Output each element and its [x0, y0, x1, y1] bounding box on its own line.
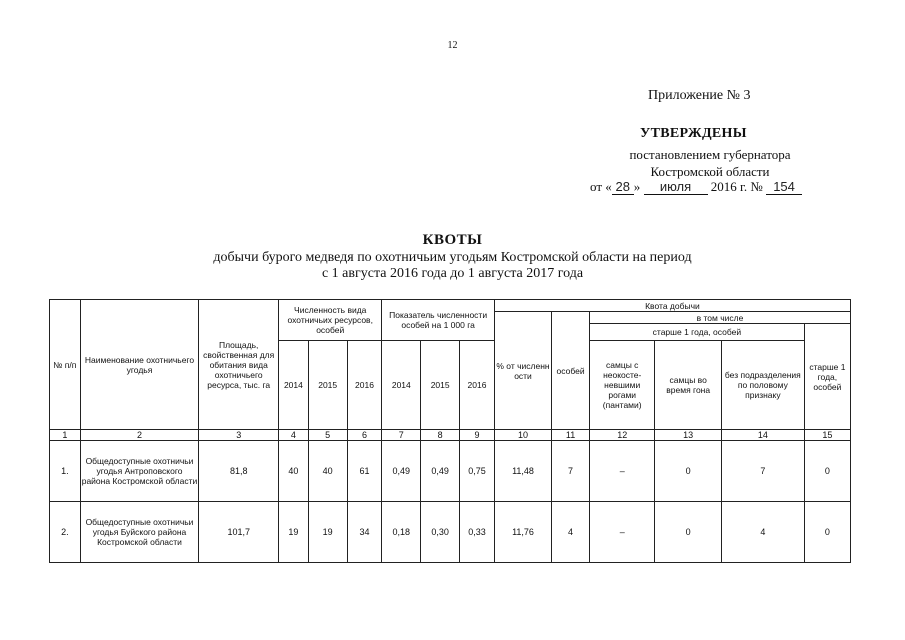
approved-line-1: постановлением губернатора [629, 147, 791, 162]
header-pop-year: 2014 [279, 341, 309, 430]
column-number: 7 [382, 430, 421, 441]
column-number: 12 [589, 430, 654, 441]
header-den-year: 2016 [460, 341, 495, 430]
column-number: 5 [308, 430, 347, 441]
column-number: 3 [199, 430, 279, 441]
header-area: Площадь, свойственная для обитания вида охотничьего ресурса, тыс. га [199, 300, 279, 430]
row-pct: 11,76 [494, 502, 551, 563]
header-males-rut: самцы во время гона [655, 341, 721, 430]
header-density: Показатель численности особей на 1 000 га [382, 300, 494, 341]
quota-table [49, 299, 851, 563]
row-den-2014: 0,18 [382, 502, 421, 563]
header-row-1 [50, 300, 851, 312]
header-individuals: особей [552, 312, 590, 430]
column-number: 10 [494, 430, 551, 441]
row-pop-2016: 61 [347, 441, 382, 502]
header-older-1: старше 1 года, особей [589, 324, 804, 341]
header-den-year: 2015 [421, 341, 460, 430]
row-area: 81,8 [199, 441, 279, 502]
header-older-1-short: старше 1 года, особей [804, 324, 850, 430]
header-den-year: 2014 [382, 341, 421, 430]
column-number-row [50, 430, 851, 441]
subtitle-line-2: с 1 августа 2016 года до 1 августа 2017 года [321, 266, 584, 281]
row-pop-2014: 40 [279, 441, 309, 502]
row-pop-2015: 40 [308, 441, 347, 502]
row-den-2014: 0,49 [382, 441, 421, 502]
header-males-antlers: самцы с неокосте-невшими рогами (пантами) [589, 341, 654, 430]
header-quota: Квота добычи [494, 300, 850, 312]
document-subtitle [0, 250, 905, 282]
header-including: в том числе [589, 312, 850, 324]
decree-year: 2016 г. № [710, 179, 763, 194]
row-num: 2. [50, 502, 81, 563]
subtitle-line-1: добычи бурого медведя по охотничьим угодьям Костромской области на период [213, 250, 692, 265]
column-number: 15 [804, 430, 850, 441]
header-pop-year: 2016 [347, 341, 382, 430]
column-number: 11 [552, 430, 590, 441]
row-males-rut: 0 [655, 502, 721, 563]
row-den-2016: 0,75 [460, 441, 495, 502]
header-no-sex: без подразделения по половому признаку [721, 341, 804, 430]
row-no-sex: 7 [721, 441, 804, 502]
row-pct: 11,48 [494, 441, 551, 502]
column-number: 14 [721, 430, 804, 441]
row-den-2015: 0,30 [421, 502, 460, 563]
table-row [50, 502, 851, 563]
column-number: 9 [460, 430, 495, 441]
row-males-antlers: – [589, 502, 654, 563]
decree-number: 154 [766, 179, 802, 195]
approved-line-2: Костромской области [650, 164, 770, 179]
date-mid: » [633, 179, 641, 194]
row-name: Общедоступные охотничьи угодья Буйского района Костромской области [80, 502, 199, 563]
row-males-antlers: – [589, 441, 654, 502]
row-name: Общедоступные охотничьи угодья Антроповского района Костромской области [80, 441, 199, 502]
header-num: № п/п [50, 300, 81, 430]
column-number: 4 [279, 430, 309, 441]
header-pop-year: 2015 [308, 341, 347, 430]
column-number: 13 [655, 430, 721, 441]
decree-day: 28 [612, 179, 634, 195]
document-title: КВОТЫ [422, 232, 483, 248]
column-number: 2 [80, 430, 199, 441]
row-older-1: 0 [804, 502, 850, 563]
row-den-2016: 0,33 [460, 502, 495, 563]
row-males-rut: 0 [655, 441, 721, 502]
row-older-1: 0 [804, 441, 850, 502]
row-area: 101,7 [199, 502, 279, 563]
decree-month: июля [644, 179, 708, 195]
header-pct: % от численн ости [494, 312, 551, 430]
row-pop-2016: 34 [347, 502, 382, 563]
row-no-sex: 4 [721, 502, 804, 563]
approved-by [590, 146, 830, 180]
row-pop-2015: 19 [308, 502, 347, 563]
column-number: 1 [50, 430, 81, 441]
row-individuals: 4 [552, 502, 590, 563]
table-row [50, 441, 851, 502]
row-pop-2014: 19 [279, 502, 309, 563]
decree-date-line [590, 179, 802, 195]
row-num: 1. [50, 441, 81, 502]
header-name: Наименование охотничьего угодья [80, 300, 199, 430]
date-prefix: от « [590, 179, 612, 194]
page-number: 12 [447, 40, 458, 51]
appendix-label: Приложение № 3 [648, 88, 751, 103]
column-number: 8 [421, 430, 460, 441]
row-den-2015: 0,49 [421, 441, 460, 502]
row-individuals: 7 [552, 441, 590, 502]
approved-heading: УТВЕРЖДЕНЫ [640, 126, 747, 141]
header-population: Численность вида охотничьих ресурсов, особей [279, 300, 382, 341]
column-number: 6 [347, 430, 382, 441]
